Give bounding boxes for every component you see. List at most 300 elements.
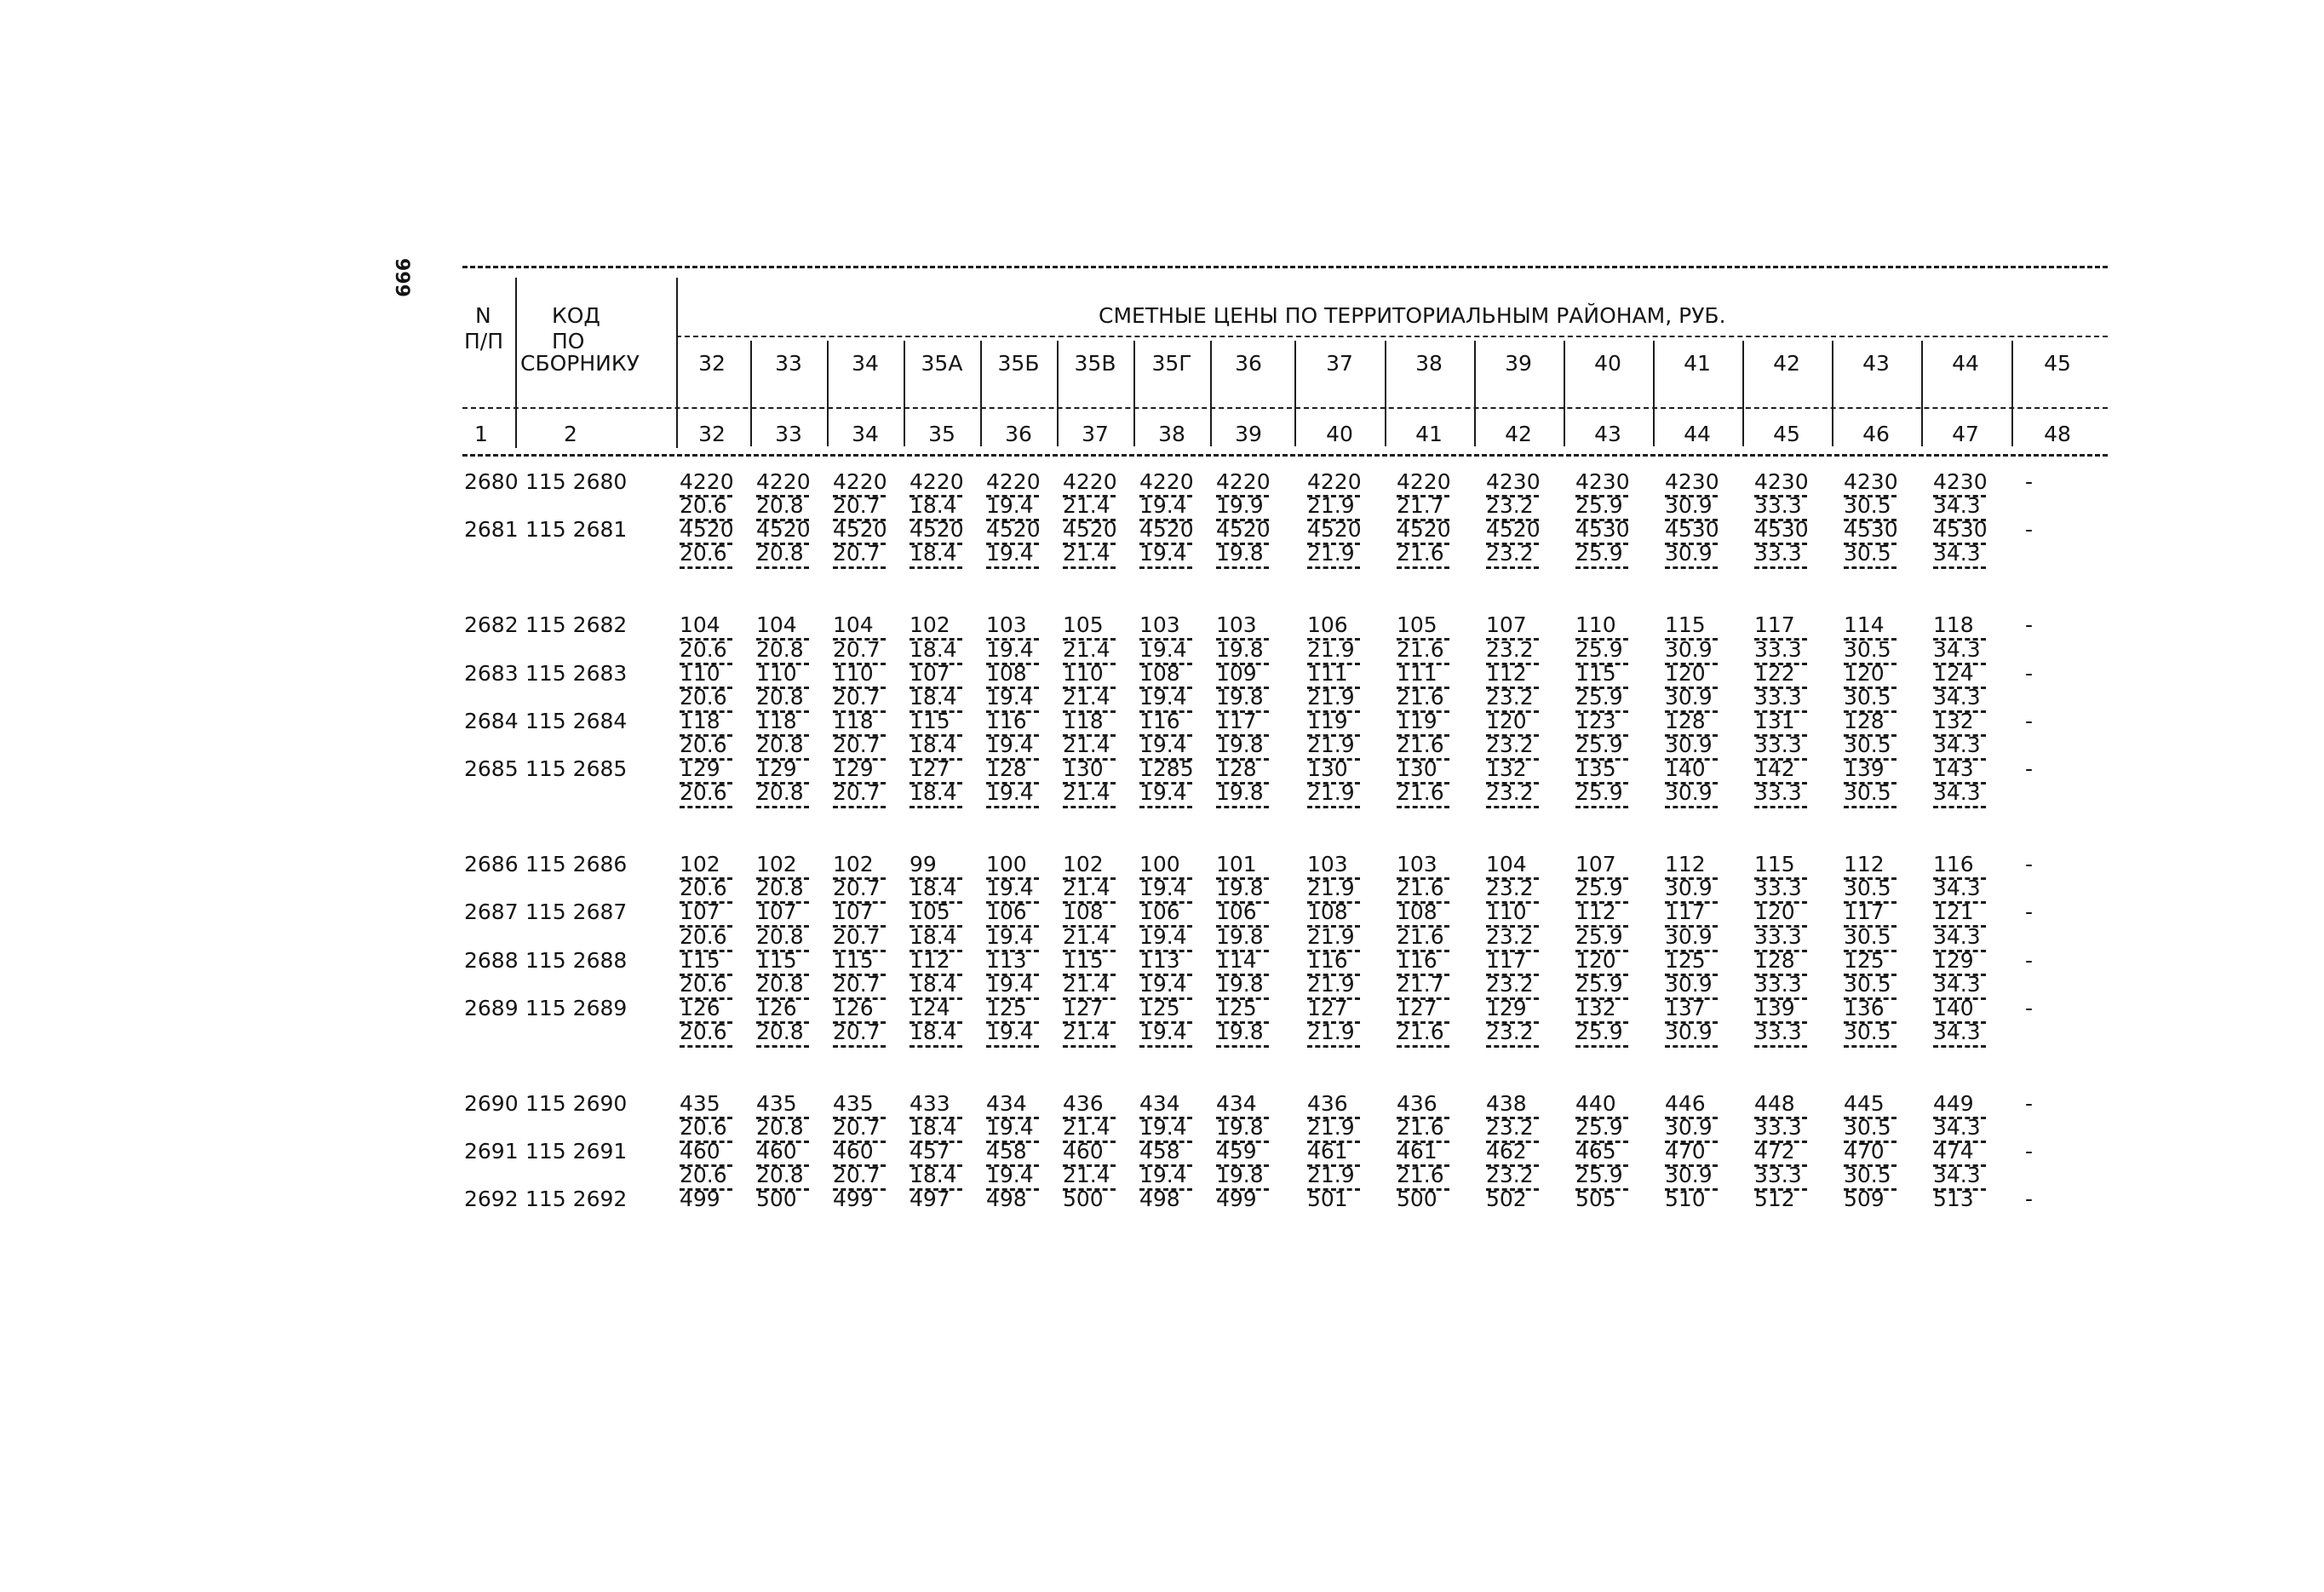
cell-value: 127 — [1063, 996, 1104, 1020]
cell-value: 136 — [1844, 996, 1885, 1020]
cell-value: 126 — [680, 996, 720, 1020]
cell-value: 445 — [1844, 1091, 1885, 1116]
cell-value: 34.3 — [1933, 780, 1981, 805]
cell-value: 470 — [1665, 1139, 1706, 1164]
cell-value: 501 — [1307, 1187, 1348, 1211]
cell-value: 33.3 — [1754, 1163, 1802, 1187]
cell-value: 33.3 — [1754, 733, 1802, 757]
cell-value: 20.8 — [756, 1163, 804, 1187]
cell-value: 18.4 — [910, 1163, 957, 1187]
cell-value: 100 — [1139, 852, 1180, 876]
cell-value: 18.4 — [910, 541, 957, 566]
cell-value: 110 — [1575, 612, 1616, 637]
cell-value: 108 — [1063, 899, 1104, 924]
cell-value: 122 — [1754, 661, 1795, 686]
column-divider — [827, 341, 829, 446]
cell-value: 30.5 — [1844, 924, 1891, 949]
fraction-line — [1754, 806, 1807, 808]
cell-value: 111 — [1307, 661, 1348, 686]
cell-value: 505 — [1575, 1187, 1616, 1211]
cell-value: 30.9 — [1665, 1115, 1713, 1140]
cell-value: 118 — [1063, 709, 1104, 733]
cell-value: 125 — [1665, 948, 1706, 973]
cell-value: 102 — [833, 852, 874, 876]
cell-value: 19.4 — [986, 1115, 1034, 1140]
cell-value: 20.7 — [833, 685, 881, 710]
cell-value: 117 — [1844, 899, 1885, 924]
cell-value: 142 — [1754, 756, 1795, 781]
catalog-code: 115 2689 — [525, 996, 628, 1020]
fraction-line — [756, 806, 809, 808]
cell-value: 21.9 — [1307, 876, 1355, 900]
cell-value: 139 — [1754, 996, 1795, 1020]
fraction-line — [1665, 1045, 1718, 1048]
cell-value: 30.5 — [1844, 972, 1891, 997]
cell-value: 116 — [1933, 852, 1974, 876]
cell-value: 1285 — [1139, 756, 1194, 781]
cell-value: 19.4 — [1139, 685, 1187, 710]
cell-value: 33.3 — [1754, 972, 1802, 997]
cell-value: 34.3 — [1933, 685, 1981, 710]
empty-cell-dash: - — [2025, 612, 2034, 637]
cell-value: 4220 — [986, 469, 1041, 494]
cell-value: 21.9 — [1307, 541, 1355, 566]
cell-value: 25.9 — [1575, 924, 1623, 949]
district-column-label: 37 — [1326, 351, 1353, 376]
cell-value: 140 — [1665, 756, 1706, 781]
cell-value: 499 — [833, 1187, 874, 1211]
cell-value: 128 — [1665, 709, 1706, 733]
fraction-line — [833, 566, 886, 569]
cell-value: 117 — [1486, 948, 1527, 973]
cell-value: 23.2 — [1486, 780, 1534, 805]
cell-value: 19.4 — [1139, 1115, 1187, 1140]
cell-value: 21.9 — [1307, 493, 1355, 518]
row-number: 2681 — [464, 517, 519, 542]
cell-value: 124 — [910, 996, 950, 1020]
cell-value: 23.2 — [1486, 1020, 1534, 1044]
cell-value: 436 — [1397, 1091, 1437, 1116]
cell-value: 33.3 — [1754, 780, 1802, 805]
empty-cell-dash: - — [2025, 709, 2034, 733]
cell-value: 25.9 — [1575, 1115, 1623, 1140]
cell-value: 4220 — [910, 469, 964, 494]
catalog-code: 115 2682 — [525, 612, 628, 637]
cell-value: 19.4 — [986, 1020, 1034, 1044]
catalog-code: 115 2687 — [525, 899, 628, 924]
cell-value: 127 — [1397, 996, 1437, 1020]
cell-value: 21.9 — [1307, 637, 1355, 662]
empty-cell-dash: - — [2025, 517, 2034, 542]
fraction-line — [1139, 1045, 1192, 1048]
cell-value: 460 — [1063, 1139, 1104, 1164]
cell-value: 19.4 — [986, 733, 1034, 757]
cell-value: 20.7 — [833, 493, 881, 518]
row-number: 2687 — [464, 899, 519, 924]
row-number: 2682 — [464, 612, 519, 637]
fraction-line — [1307, 806, 1360, 808]
cell-value: 21.4 — [1063, 780, 1110, 805]
cell-value: 109 — [1216, 661, 1257, 686]
cell-value: 500 — [756, 1187, 797, 1211]
cell-value: 30.9 — [1665, 780, 1713, 805]
cell-value: 115 — [910, 709, 950, 733]
cell-value: 460 — [833, 1139, 874, 1164]
cell-value: 20.6 — [680, 972, 727, 997]
cell-value: 33.3 — [1754, 1115, 1802, 1140]
cell-value: 465 — [1575, 1139, 1616, 1164]
cell-value: 128 — [1844, 709, 1885, 733]
cell-value: 19.4 — [1139, 733, 1187, 757]
cell-value: 129 — [1486, 996, 1527, 1020]
cell-value: 4220 — [1307, 469, 1362, 494]
cell-value: 498 — [1139, 1187, 1180, 1211]
cell-value: 34.3 — [1933, 1115, 1981, 1140]
cell-value: 21.4 — [1063, 924, 1110, 949]
cell-value: 23.2 — [1486, 972, 1534, 997]
cell-value: 114 — [1216, 948, 1257, 973]
column-divider — [1564, 341, 1565, 446]
row-number: 2692 — [464, 1187, 519, 1211]
district-column-label: 33 — [775, 351, 802, 376]
cell-value: 20.6 — [680, 876, 727, 900]
cell-value: 101 — [1216, 852, 1257, 876]
cell-value: 33.3 — [1754, 541, 1802, 566]
header-np-line1: N — [475, 303, 491, 328]
cell-value: 108 — [986, 661, 1027, 686]
cell-value: 102 — [756, 852, 797, 876]
cell-value: 436 — [1307, 1091, 1348, 1116]
row-number: 2691 — [464, 1139, 519, 1164]
fraction-line — [756, 1045, 809, 1048]
cell-value: 126 — [756, 996, 797, 1020]
cell-value: 4230 — [1754, 469, 1809, 494]
row-number: 2680 — [464, 469, 519, 494]
cell-value: 510 — [1665, 1187, 1706, 1211]
district-column-label: 32 — [698, 351, 726, 376]
column-divider — [1385, 341, 1386, 446]
cell-value: 25.9 — [1575, 493, 1623, 518]
cell-value: 137 — [1665, 996, 1706, 1020]
cell-value: 440 — [1575, 1091, 1616, 1116]
fraction-line — [1486, 1045, 1539, 1048]
header-numbering: 42 — [1505, 422, 1532, 446]
cell-value: 34.3 — [1933, 637, 1981, 662]
cell-value: 19.8 — [1216, 1115, 1264, 1140]
cell-value: 21.6 — [1397, 733, 1444, 757]
fraction-line — [1063, 806, 1116, 808]
cell-value: 19.4 — [986, 1163, 1034, 1187]
cell-value: 118 — [833, 709, 874, 733]
cell-value: 125 — [1139, 996, 1180, 1020]
cell-value: 33.3 — [1754, 1020, 1802, 1044]
cell-value: 34.3 — [1933, 876, 1981, 900]
cell-value: 34.3 — [1933, 924, 1981, 949]
cell-value: 460 — [680, 1139, 720, 1164]
cell-value: 30.9 — [1665, 924, 1713, 949]
cell-value: 4220 — [833, 469, 887, 494]
cell-value: 21.4 — [1063, 637, 1110, 662]
cell-value: 470 — [1844, 1139, 1885, 1164]
cell-value: 4530 — [1933, 517, 1988, 542]
cell-value: 20.8 — [756, 876, 804, 900]
fraction-line — [1397, 566, 1449, 569]
cell-value: 18.4 — [910, 1020, 957, 1044]
district-column-label: 35А — [921, 351, 963, 376]
cell-value: 21.6 — [1397, 541, 1444, 566]
district-column-label: 43 — [1862, 351, 1890, 376]
fraction-line — [986, 1045, 1039, 1048]
cell-value: 30.5 — [1844, 685, 1891, 710]
cell-value: 129 — [756, 756, 797, 781]
cell-value: 4220 — [1216, 469, 1271, 494]
cell-value: 33.3 — [1754, 924, 1802, 949]
cell-value: 104 — [680, 612, 720, 637]
cell-value: 104 — [833, 612, 874, 637]
cell-value: 25.9 — [1575, 541, 1623, 566]
cell-value: 107 — [1575, 852, 1616, 876]
cell-value: 20.8 — [756, 637, 804, 662]
cell-value: 30.9 — [1665, 493, 1713, 518]
header-numbering: 1 — [474, 422, 488, 446]
header-code-line2: ПО — [552, 329, 585, 353]
empty-cell-dash: - — [2025, 756, 2034, 781]
district-column-label: 42 — [1773, 351, 1800, 376]
header-numbering: 2 — [564, 422, 577, 446]
cell-value: 23.2 — [1486, 493, 1534, 518]
cell-value: 117 — [1665, 899, 1706, 924]
district-column-label: 34 — [852, 351, 879, 376]
cell-value: 115 — [1063, 948, 1104, 973]
cell-value: 18.4 — [910, 637, 957, 662]
cell-value: 25.9 — [1575, 876, 1623, 900]
district-column-label: 35Б — [997, 351, 1040, 376]
column-divider — [1742, 341, 1744, 446]
cell-value: 21.9 — [1307, 780, 1355, 805]
fraction-line — [1397, 806, 1449, 808]
district-column-label: 35В — [1074, 351, 1116, 376]
cell-value: 105 — [1397, 612, 1437, 637]
cell-value: 30.9 — [1665, 733, 1713, 757]
cell-value: 497 — [910, 1187, 950, 1211]
cell-value: 34.3 — [1933, 493, 1981, 518]
cell-value: 104 — [756, 612, 797, 637]
row-number: 2690 — [464, 1091, 519, 1116]
cell-value: 509 — [1844, 1187, 1885, 1211]
column-divider — [904, 341, 905, 446]
cell-value: 20.7 — [833, 876, 881, 900]
column-divider — [980, 341, 982, 446]
cell-value: 113 — [986, 948, 1027, 973]
cell-value: 4520 — [1139, 517, 1194, 542]
header-numbering: 36 — [1005, 422, 1032, 446]
cell-value: 125 — [1216, 996, 1257, 1020]
cell-value: 21.9 — [1307, 1115, 1355, 1140]
cell-value: 112 — [1844, 852, 1885, 876]
cell-value: 4220 — [1063, 469, 1117, 494]
cell-value: 4230 — [1665, 469, 1719, 494]
cell-value: 116 — [1139, 709, 1180, 733]
cell-value: 499 — [1216, 1187, 1257, 1211]
cell-value: 30.5 — [1844, 1115, 1891, 1140]
cell-value: 21.4 — [1063, 541, 1110, 566]
cell-value: 446 — [1665, 1091, 1706, 1116]
cell-value: 116 — [1397, 948, 1437, 973]
cell-value: 20.8 — [756, 493, 804, 518]
cell-value: 30.9 — [1665, 685, 1713, 710]
row-number: 2688 — [464, 948, 519, 973]
cell-value: 21.4 — [1063, 733, 1110, 757]
fraction-line — [1575, 806, 1628, 808]
cell-value: 115 — [1754, 852, 1795, 876]
cell-value: 19.4 — [1139, 876, 1187, 900]
cell-value: 4520 — [1397, 517, 1451, 542]
table-title: СМЕТНЫЕ ЦЕНЫ ПО ТЕРРИТОРИАЛЬНЫМ РАЙОНАМ, РУБ. — [1099, 303, 1726, 328]
cell-value: 21.7 — [1397, 972, 1444, 997]
header-numbering: 37 — [1082, 422, 1109, 446]
cell-value: 21.4 — [1063, 1115, 1110, 1140]
fraction-line — [680, 566, 732, 569]
cell-value: 4230 — [1575, 469, 1630, 494]
cell-value: 105 — [910, 899, 950, 924]
cell-value: 105 — [1063, 612, 1104, 637]
district-column-label: 38 — [1415, 351, 1443, 376]
cell-value: 21.6 — [1397, 780, 1444, 805]
cell-value: 25.9 — [1575, 637, 1623, 662]
cell-value: 435 — [833, 1091, 874, 1116]
cell-value: 19.4 — [986, 637, 1034, 662]
cell-value: 30.9 — [1665, 541, 1713, 566]
cell-value: 110 — [833, 661, 874, 686]
cell-value: 115 — [1665, 612, 1706, 637]
cell-value: 20.7 — [833, 1163, 881, 1187]
fraction-line — [1665, 566, 1718, 569]
cell-value: 34.3 — [1933, 1163, 1981, 1187]
cell-value: 129 — [833, 756, 874, 781]
cell-value: 20.7 — [833, 541, 881, 566]
cell-value: 19.4 — [986, 493, 1034, 518]
cell-value: 20.7 — [833, 733, 881, 757]
cell-value: 115 — [1575, 661, 1616, 686]
cell-value: 20.8 — [756, 685, 804, 710]
fraction-line — [1844, 566, 1896, 569]
cell-value: 120 — [1844, 661, 1885, 686]
cell-value: 20.7 — [833, 972, 881, 997]
cell-value: 18.4 — [910, 972, 957, 997]
cell-value: 111 — [1397, 661, 1437, 686]
column-divider — [1921, 341, 1923, 446]
header-numbering: 43 — [1594, 422, 1621, 446]
fraction-line — [910, 1045, 962, 1048]
header-bottom-rule — [462, 454, 2108, 457]
cell-value: 19.4 — [1139, 1163, 1187, 1187]
cell-value: 19.4 — [1139, 637, 1187, 662]
cell-value: 140 — [1933, 996, 1974, 1020]
cell-value: 21.6 — [1397, 1163, 1444, 1187]
cell-value: 20.6 — [680, 1115, 727, 1140]
cell-value: 460 — [756, 1139, 797, 1164]
cell-value: 433 — [910, 1091, 950, 1116]
cell-value: 108 — [1139, 661, 1180, 686]
cell-value: 434 — [986, 1091, 1027, 1116]
cell-value: 458 — [986, 1139, 1027, 1164]
cell-value: 33.3 — [1754, 685, 1802, 710]
cell-value: 499 — [680, 1187, 720, 1211]
row-number: 2686 — [464, 852, 519, 876]
cell-value: 120 — [1575, 948, 1616, 973]
cell-value: 125 — [986, 996, 1027, 1020]
cell-value: 20.8 — [756, 733, 804, 757]
empty-cell-dash: - — [2025, 469, 2034, 494]
fraction-line — [680, 806, 732, 808]
cell-value: 30.9 — [1665, 1163, 1713, 1187]
cell-value: 21.9 — [1307, 972, 1355, 997]
cell-value: 20.6 — [680, 685, 727, 710]
cell-value: 23.2 — [1486, 733, 1534, 757]
cell-value: 18.4 — [910, 876, 957, 900]
cell-value: 103 — [986, 612, 1027, 637]
cell-value: 19.9 — [1216, 493, 1264, 518]
cell-value: 19.4 — [1139, 541, 1187, 566]
catalog-code: 115 2692 — [525, 1187, 628, 1211]
cell-value: 113 — [1139, 948, 1180, 973]
cell-value: 21.9 — [1307, 733, 1355, 757]
column-divider — [1474, 341, 1476, 446]
district-column-label: 40 — [1594, 351, 1621, 376]
cell-value: 19.8 — [1216, 924, 1264, 949]
cell-value: 132 — [1486, 756, 1527, 781]
cell-value: 4530 — [1844, 517, 1898, 542]
cell-value: 4520 — [1486, 517, 1541, 542]
cell-value: 30.5 — [1844, 876, 1891, 900]
cell-value: 102 — [910, 612, 950, 637]
column-divider — [750, 341, 752, 446]
header-np-line2: П/П — [464, 329, 504, 353]
fraction-line — [833, 1045, 886, 1048]
cell-value: 4530 — [1665, 517, 1719, 542]
cell-value: 108 — [1307, 899, 1348, 924]
cell-value: 103 — [1139, 612, 1180, 637]
cell-value: 110 — [1063, 661, 1104, 686]
cell-value: 123 — [1575, 709, 1616, 733]
fraction-line — [680, 1045, 732, 1048]
cell-value: 139 — [1844, 756, 1885, 781]
cell-value: 112 — [1665, 852, 1706, 876]
catalog-code: 115 2685 — [525, 756, 628, 781]
cell-value: 23.2 — [1486, 637, 1534, 662]
cell-value: 19.4 — [986, 685, 1034, 710]
catalog-code: 115 2680 — [525, 469, 628, 494]
cell-value: 106 — [1307, 612, 1348, 637]
fraction-line — [1486, 566, 1539, 569]
catalog-code: 115 2683 — [525, 661, 628, 686]
row-number: 2683 — [464, 661, 519, 686]
cell-value: 20.6 — [680, 924, 727, 949]
fraction-line — [1486, 806, 1539, 808]
cell-value: 462 — [1486, 1139, 1527, 1164]
column-divider — [1653, 341, 1655, 446]
cell-value: 19.4 — [986, 876, 1034, 900]
cell-value: 129 — [1933, 948, 1974, 973]
cell-value: 21.6 — [1397, 637, 1444, 662]
fraction-line — [1665, 806, 1718, 808]
cell-value: 19.4 — [1139, 493, 1187, 518]
fraction-line — [1575, 566, 1628, 569]
cell-value: 438 — [1486, 1091, 1527, 1116]
cell-value: 30.5 — [1844, 541, 1891, 566]
cell-value: 21.6 — [1397, 685, 1444, 710]
cell-value: 449 — [1933, 1091, 1974, 1116]
